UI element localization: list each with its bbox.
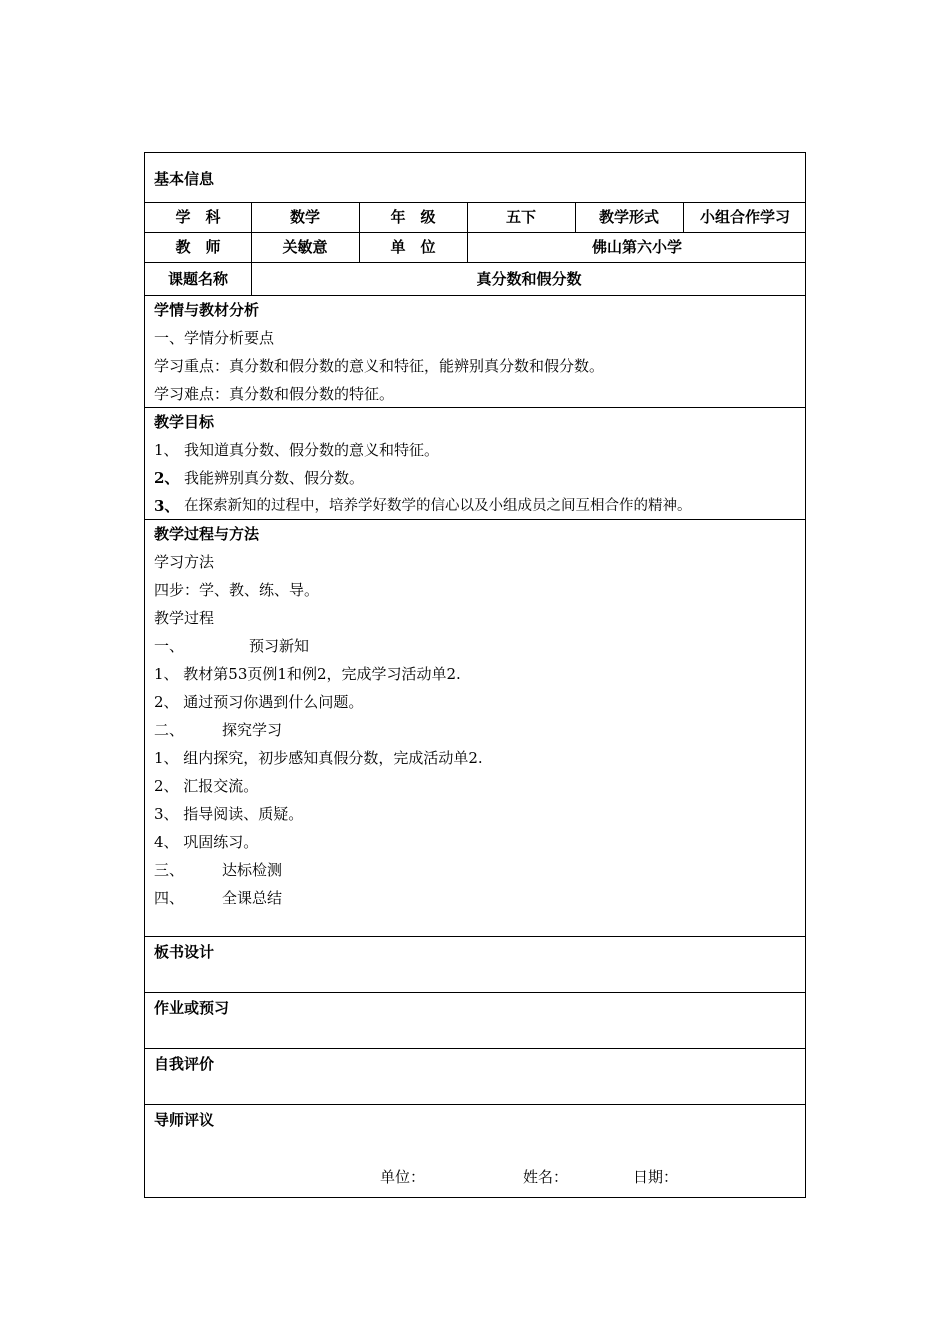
grade-label: 年 级	[390, 208, 436, 226]
goal-number: 2、	[154, 469, 180, 487]
analysis-title: 学情与教材分析	[154, 301, 260, 319]
section-item: 2、 通过预习你遇到什么问题。	[154, 693, 364, 711]
teacher-value: 关敏意	[282, 238, 328, 256]
teacher-label: 教 师	[175, 238, 221, 256]
row-divider	[145, 407, 805, 408]
self-eval-title: 自我评价	[154, 1055, 215, 1073]
method-text: 四步：学、教、练、导。	[154, 581, 320, 599]
topic-label: 课题名称	[167, 270, 228, 288]
section-heading: 达标检测	[222, 861, 283, 879]
analysis-line: 学习重点：真分数和假分数的意义和特征，能辨别真分数和假分数。	[154, 357, 605, 375]
row-divider	[145, 202, 805, 203]
row-divider	[145, 992, 805, 993]
row-divider	[145, 262, 805, 263]
analysis-line: 一、学情分析要点	[154, 329, 275, 347]
form-value: 小组合作学习	[699, 208, 790, 226]
section-number: 一、	[154, 637, 185, 655]
analysis-line: 学习难点：真分数和假分数的特征。	[154, 385, 395, 403]
lesson-plan-table	[144, 152, 806, 1198]
row-divider	[145, 1048, 805, 1049]
goal-number: 1、	[154, 441, 179, 459]
section-item: 1、 组内探究，初步感知真假分数，完成活动单2.	[154, 749, 483, 767]
goal-text: 我能辨别真分数、假分数。	[184, 469, 365, 487]
section-item: 3、 指导阅读、质疑。	[154, 805, 304, 823]
section-heading: 探究学习	[222, 721, 283, 739]
row-divider	[145, 936, 805, 937]
board-design-title: 板书设计	[154, 943, 215, 961]
section-item: 4、 巩固练习。	[154, 833, 259, 851]
section-number: 三、	[154, 861, 185, 879]
subject-label: 学 科	[175, 208, 221, 226]
goals-title: 教学目标	[154, 413, 215, 431]
grade-value: 五下	[505, 208, 536, 226]
section-item: 2、 汇报交流。	[154, 777, 259, 795]
row-divider	[145, 232, 805, 233]
section-heading: 预习新知	[249, 637, 310, 655]
goal-text: 我知道真分数、假分数的意义和特征。	[184, 441, 440, 459]
goal-number: 3、	[154, 497, 180, 515]
row-divider	[145, 295, 805, 296]
section-number: 二、	[154, 721, 185, 739]
process-title: 教学过程与方法	[154, 525, 260, 543]
goal-text: 在探索新知的过程中，培养学好数学的信心以及小组成员之间互相合作的精神。	[184, 498, 692, 514]
section-item: 1、 教材第53页例1和例2，完成学习活动单2.	[154, 665, 461, 683]
row-divider	[145, 1104, 805, 1105]
unit-value: 佛山第六小学	[591, 238, 682, 256]
mentor-name-label: 姓名：	[523, 1168, 569, 1186]
mentor-title: 导师评议	[154, 1111, 215, 1129]
subject-value: 数学	[289, 208, 320, 226]
method-title: 学习方法	[154, 553, 215, 571]
row-divider	[145, 519, 805, 520]
mentor-date-label: 日期：	[633, 1168, 679, 1186]
mentor-unit-label: 单位：	[380, 1168, 426, 1186]
section-heading: 全课总结	[222, 889, 283, 907]
basic-info-title: 基本信息	[154, 170, 215, 188]
section-number: 四、	[154, 889, 185, 907]
unit-label: 单 位	[390, 238, 436, 256]
topic-value: 真分数和假分数	[476, 270, 582, 288]
homework-title: 作业或预习	[154, 999, 230, 1017]
process-subtitle: 教学过程	[154, 609, 215, 627]
form-label: 教学形式	[598, 208, 659, 226]
